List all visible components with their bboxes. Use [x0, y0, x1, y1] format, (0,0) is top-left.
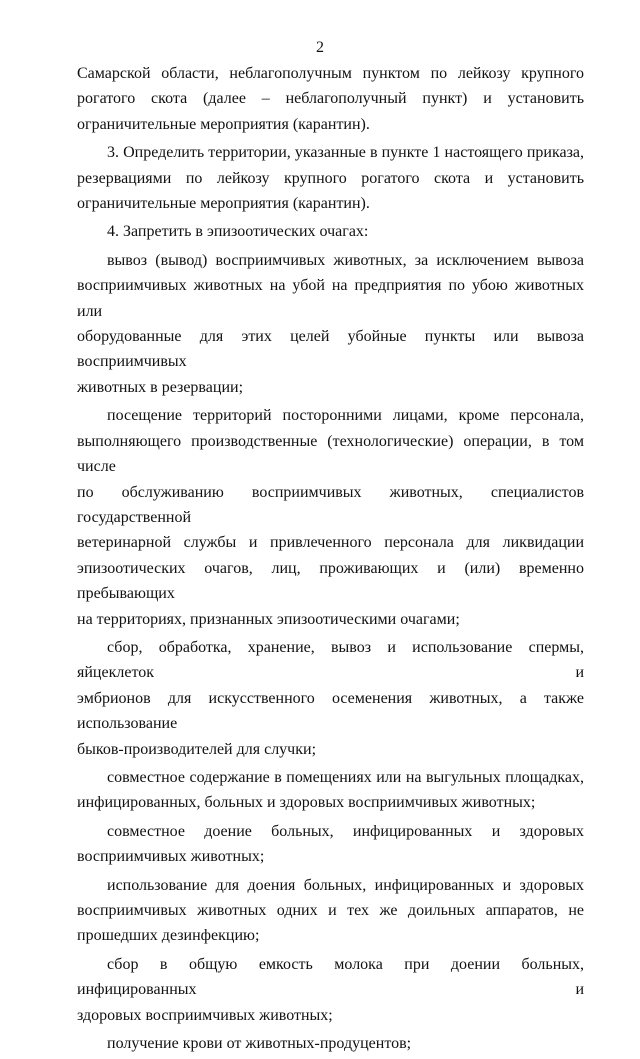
paragraph-p4-line-3: животных в резервации;	[77, 378, 244, 396]
paragraph-p5-line-4: эпизоотических очагов, лиц, проживающих и (или) временно пребывающих	[77, 559, 584, 603]
paragraph-p1-line-0: Самарской области, неблагополучным пунктом по лейкозу крупного	[77, 65, 584, 82]
paragraph-p5-line-2: по обслуживанию восприимчивых животных, специалистов государственной	[77, 483, 584, 526]
paragraph-p2-line-1: резервациями по лейкозу крупного рогатого скота и установить	[77, 169, 584, 187]
paragraph-p8-line-1: восприимчивых животных;	[77, 848, 265, 866]
paragraph-p6-line-2: быков-производителей для случки;	[77, 740, 317, 758]
paragraph-p4-line-0: вывоз (вывод) восприимчивых животных, за исключением вывоза	[107, 251, 584, 269]
document-body	[77, 61, 584, 1059]
paragraph-p4-line-1: восприимчивых животных на убой на предприятия по убою животных или	[77, 277, 584, 320]
page-number: 2	[316, 39, 324, 56]
paragraph-p5-line-0: посещение территорий посторонними лицами, кроме персонала,	[107, 407, 584, 425]
paragraph-p4-line-2: оборудованные для этих целей убойные пункты или вывоза восприимчивых	[77, 328, 584, 371]
paragraph-p1-line-1: рогатого скота (далее – неблагополучный пункт) и установить	[77, 90, 584, 108]
paragraph-p6-line-1: эмбрионов для искусственного осеменения животных, а также использование	[77, 689, 584, 733]
paragraph-p6-line-0: сбор, обработка, хранение, вывоз и использование спермы, яйцеклеток и	[77, 638, 584, 682]
paragraph-p7-line-1: инфицированных, больных и здоровых восприимчивых животных;	[77, 794, 536, 812]
paragraph-p8-line-0: совместное доение больных, инфицированных и здоровых	[107, 822, 584, 840]
paragraph-p10-line-0: сбор в общую емкость молока при доении больных, инфицированных и	[77, 955, 584, 999]
paragraph-p2-line-0: 3. Определить территории, указанные в пункте 1 настоящего приказа,	[107, 144, 584, 162]
paragraph-p9-line-1: восприимчивых животных одних и тех же доильных аппаратов, не	[77, 902, 584, 919]
paragraph-p5-line-3: ветеринарной службы и привлеченного персонала для ликвидации	[77, 534, 584, 552]
paragraph-p9-line-2: прошедших дезинфекцию;	[77, 927, 260, 945]
paragraph-p1-line-2: ограничительные мероприятия (карантин).	[77, 115, 370, 133]
paragraph-p3-line-0: 4. Запретить в эпизоотических очагах:	[107, 223, 369, 241]
paragraph-p9-line-0: использование для доения больных, инфицированных и здоровых	[107, 876, 584, 894]
paragraph-p2-line-2: ограничительные мероприятия (карантин).	[77, 195, 370, 213]
paragraph-p5-line-5: на территориях, признанных эпизоотическими очагами;	[77, 610, 460, 628]
paragraph-p10-line-1: здоровых восприимчивых животных;	[77, 1006, 333, 1024]
paragraph-p5-line-1: выполняющего производственные (технологические) операции, в том числе	[77, 432, 584, 476]
paragraph-p11-line-0: получение крови от животных-продуцентов;	[107, 1035, 412, 1053]
paragraph-p7-line-0: совместное содержание в помещениях или на выгульных площадках,	[107, 768, 584, 786]
